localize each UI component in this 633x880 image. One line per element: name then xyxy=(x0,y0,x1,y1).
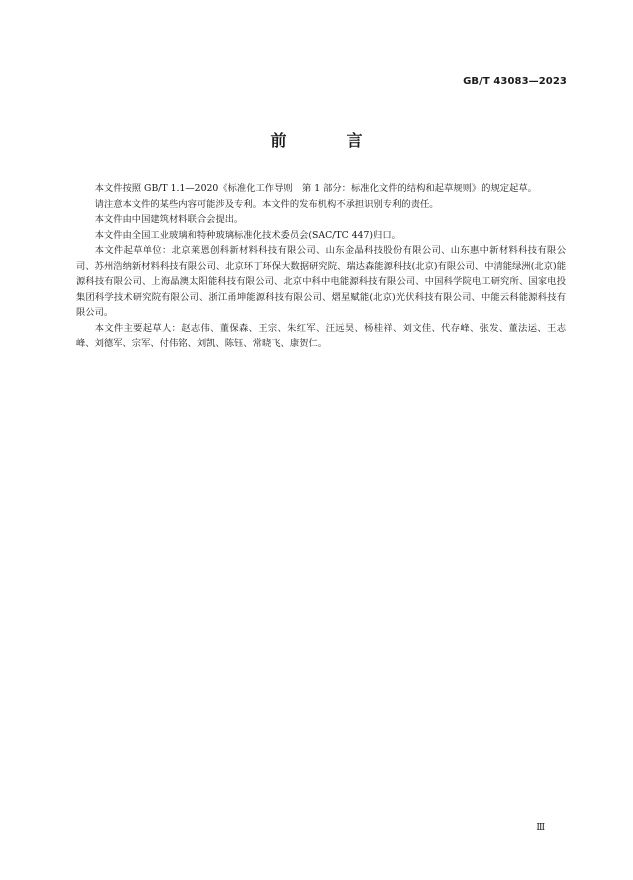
paragraph-drafters: 本文件主要起草人：赵志伟、董保森、王宗、朱红军、汪远昊、杨桂祥、刘文佳、代存峰、张发、董法运、王志峰、刘德军、宗军、付伟铭、刘凯、陈钰、常晓飞、康贺仁。 xyxy=(76,322,566,349)
paragraph-drafting-rules: 本文件按照 GB/T 1.1—2020《标准化工作导则 第 1 部分：标准化文件的结构和起草规则》的规定起草。 xyxy=(94,183,537,194)
page-title: 前 言 xyxy=(270,131,385,150)
standard-code: GB/T 43083—2023 xyxy=(463,76,567,87)
paragraph-patent-notice: 请注意本文件的某些内容可能涉及专利。本文件的发布机构不承担识别专利的责任。 xyxy=(94,198,439,210)
page-number: Ⅲ xyxy=(536,823,545,833)
paragraph-committee: 本文件由全国工业玻璃和特种玻璃标准化技术委员会(SAC/TC 447)归口。 xyxy=(94,229,401,241)
paragraph-drafting-units: 本文件起草单位：北京莱恩创科新材料科技有限公司、山东金晶科技股份有限公司、山东惠中新材料科技有限公司、苏州浩纳新材料科技有限公司、北京环丁环保大数据研究院、瑞达森能源科技(北京)有限公司、中清能绿洲(北京)能源科技有限公司、上海晶澳太阳能科技有限公司、北京中科中电能源科技有限公司、中国科学院电工研究所、国家电投集团科学技术研究院有限公司、浙江甬坤能源科技有限公司、熠星赋能(北京)光伏科技有限公司、中能云科能源科技有限公司。 xyxy=(76,245,566,318)
foreword-body xyxy=(76,181,566,352)
paragraph-proposer: 本文件由中国建筑材料联合会提出。 xyxy=(94,214,244,225)
